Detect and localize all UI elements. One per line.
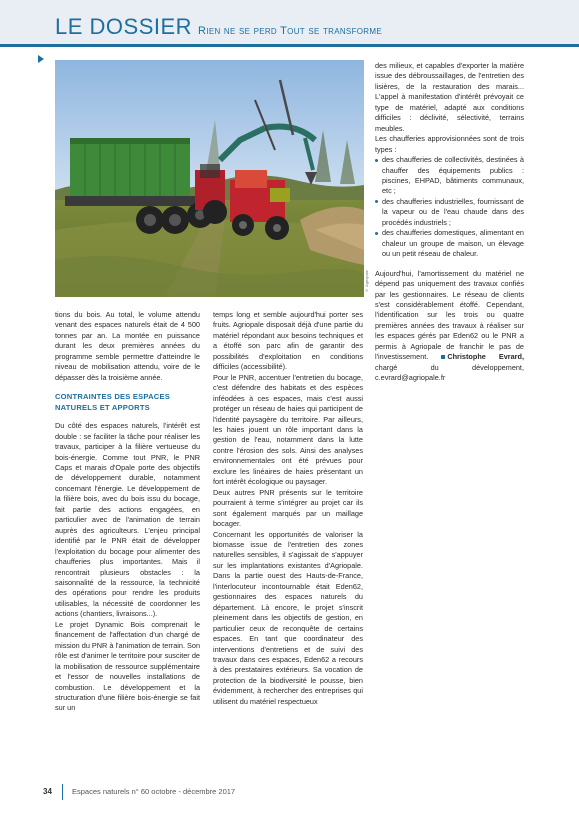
photo-credit: © Agriopale — [364, 270, 369, 293]
paragraph: Le projet Dynamic Bois comprenait le financement de l'affectation d'un chargé de mission du PNR à l'animation de terrain. Son rôle est d'animer le territoire pour susciter de la mobilisation de ressource supplémentaire et l'essor de nouvelles installations de combustion. Le développement et la structuration d'une filière bois-énergie se fait sur un — [55, 619, 200, 713]
paragraph: Les chaufferies approvisionnées sont de trois types : — [375, 134, 524, 154]
article-column-3 — [375, 61, 524, 384]
page-header — [0, 0, 579, 47]
list-item: des chaufferies domestiques, alimentant en chaleur un groupe de maison, un élevage ou un petit réseau de chaleur. — [375, 228, 524, 259]
paragraph: Pour le PNR, accentuer l'entretien du bocage, c'est défendre des habitats et des espèces inféodées à ces espaces, mais c'est aussi protéger un réseau de haies qui participent de l'identité paysagère du territoire. Par ailleurs, les haies jouent un rôle important dans la gestion de l'eau, notamment dans la lutte contre l'érosion des sols. Ainsi des analyses environnementales ont été prévues pour exclure les linéaires de haies présentant un fort intérêt écologique ou paysager. — [213, 372, 363, 487]
paragraph — [375, 269, 524, 384]
article-photo — [55, 60, 364, 297]
magazine-issue: Espaces naturels n° 60 octobre - décembre 2017 — [72, 787, 236, 796]
paragraph-text: Aujourd'hui, l'amortissement du matériel ne dépend pas uniquement des travaux confiés par les gestionnaires. Le réseau de clients s'est considérablement étoffé. Cependant, l'identification sur les trois ou quatre premières années des travaux à réaliser sur les espaces gérés par Eden62 ou le PNR a permis à Agriopale de franchir le pas de l'investissement. — [375, 268, 524, 362]
list-item: des chaufferies de collectivités, destinées à chauffer des équipements publics : piscines, EHPAD, bâtiments communaux, etc ; — [375, 155, 524, 197]
page-footer — [43, 784, 525, 800]
footer-divider — [62, 784, 63, 800]
boiler-type-list — [375, 155, 524, 260]
paragraph: Concernant les opportunités de valoriser la biomasse issue de l'entretien des zones naturelles sensibles, il s'agissait de s'appuyer sur les implantations existantes d'Agriopale. Dans la partie ouest des Hauts-de-France, l'interlocuteur incontournable était Eden62, gestionnaires des espaces naturels du département. Là encore, le projet s'inscrit pleinement dans les objectifs de gestion, en particulier ceux de reconquête de certains espaces. En tant que coordinateur des interventions d'entretiens et de suivi des travaux dans ces espaces, Eden62 a recours à des prestataires extérieurs. Sa vocation de protection de la biodiversité le pousse, bien évidemment, à rechercher des entreprises qui utilisent du matériel respectueux — [213, 529, 363, 706]
article-column-1 — [55, 310, 200, 714]
section-title — [55, 14, 382, 40]
list-item: des chaufferies industrielles, fournissant de la vapeur ou de l'eau chaude dans des procédés industriels ; — [375, 197, 524, 228]
section-heading: CONTRAINTES DES ESPACES NATURELS ET APPORTS — [55, 392, 171, 412]
page-number: 34 — [43, 787, 52, 796]
end-square-icon — [441, 355, 445, 359]
author-name: Christophe Evrard, — [447, 352, 524, 362]
author-role: chargé du développement, c.evrard@agriopale.fr — [375, 362, 524, 383]
paragraph: des milieux, et capables d'exporter la matière issue des débroussaillages, de l'entretien des lisières, de la restauration des marais... L'appel à manifestation d'intérêt prévoyait ce type de matériel, adapté aux conditions difficiles : déclivité, sélectivité, terrains meubles. — [375, 61, 524, 133]
paragraph: temps long et semble aujourd'hui porter ses fruits. Agriopale disposait déjà d'une partie du matériel répondant aux besoins techniques et a étoffé son parc afin de garantir des possibilités d'exploitation en conditions difficiles (accessibilité). — [213, 310, 363, 372]
paragraph: tions du bois. Au total, le volume attendu venant des espaces naturels était de 4 500 tonnes par an. La montée en puissance durant les deux premières années du programme semble permettre d'atteindre le niveau de mobilisation attendu, voire de le dépasser dès la troisième année. — [55, 310, 200, 382]
dossier-label: LE DOSSIER — [55, 14, 193, 39]
article-column-2 — [213, 310, 363, 707]
paragraph: Deux autres PNR présents sur le territoire pourraient à terme s'intégrer au projet car ils sont également marqués par un maillage bocager. — [213, 487, 363, 529]
paragraph: Du côté des espaces naturels, l'intérêt est double : se faciliter la tâche pour réaliser les travaux, participer à la filière vertueuse du bois-énergie. Comme tout PNR, le PNR Caps et marais d'Opale porte des objectifs de développement durable, notamment concernant l'énergie. Le développement de la filière bois, avec du bois issu du bocage, fait partie des actions engagées, en particulier avec de l'animation de terrain auprès des agriculteurs. L'enjeu principal identifié par le PNR était de développer l'exploitation du bocage pour alimenter des chaufferies plus importantes. Mais il rencontrait plusieurs obstacles : la saisonnalité de la ressource, la technicité des opérations pour rendre les produits utilisables, la nécessité de coordonner les actions (chantiers, livraisons...). — [55, 421, 200, 619]
triangle-marker-icon — [38, 55, 44, 63]
dossier-subtitle: Rien ne se perd Tout se transforme — [198, 25, 382, 37]
